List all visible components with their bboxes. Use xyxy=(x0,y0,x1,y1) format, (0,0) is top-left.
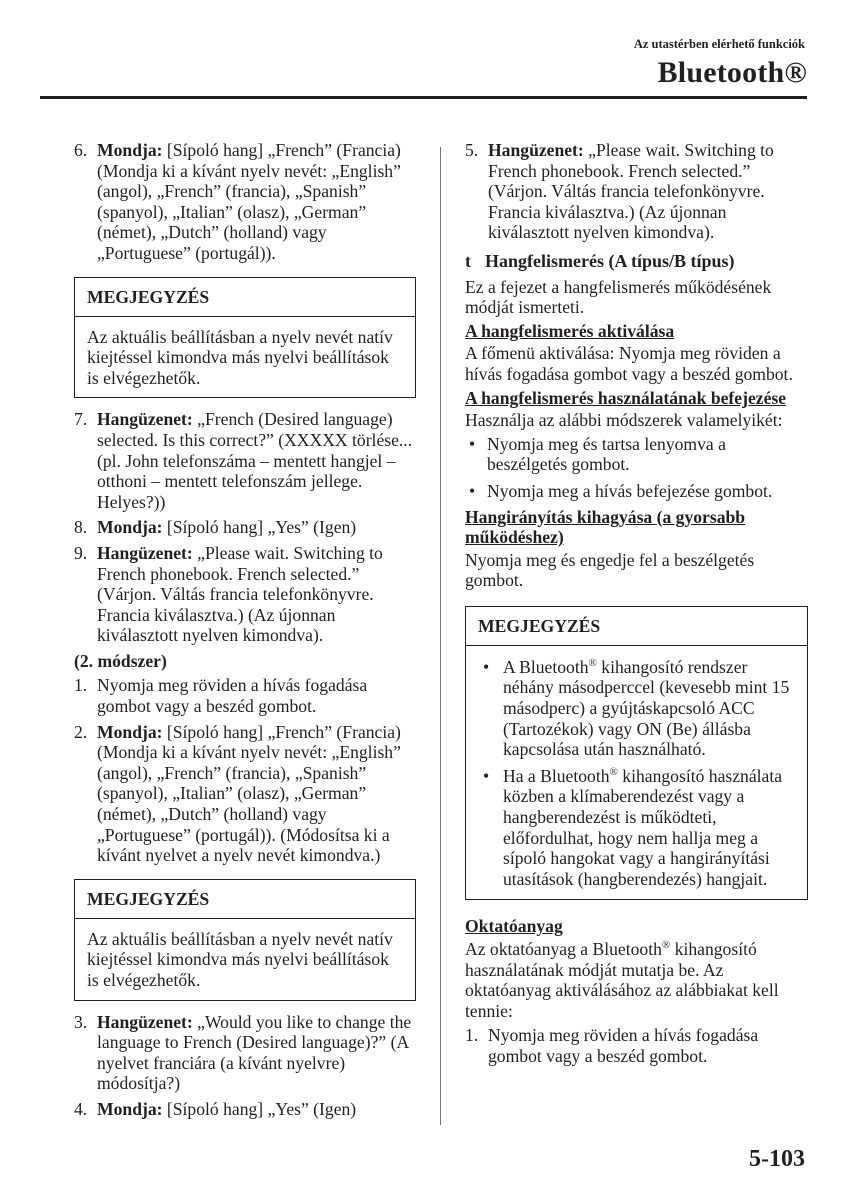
note-bullet xyxy=(478,766,795,890)
left-column xyxy=(74,140,416,1120)
section-intro: Ez a fejezet a hangfelismerés működésének módját ismerteti. xyxy=(465,276,772,318)
step-text: [Sípoló hang] „Yes” (Igen) xyxy=(162,1098,357,1119)
bullet-icon: • xyxy=(483,656,490,677)
step-text: „Please wait. Switching to French phonebook. French selected.” (Várjon. Váltás francia telefonkönyvre. Francia kiválasztva.) (Az újonnan kiválasztott nyelven kimondva). xyxy=(97,542,383,646)
note-title: MEGJEGYZÉS xyxy=(75,880,415,919)
note-bullet-text: kihangosító használata közben a klímaberendezést vagy a hangberendezést is működteti, előfordulhat, hogy nem hallja meg a sípoló hangokat vagy a hangirányítási utasítások (hangberendezés) hangjait. xyxy=(503,765,783,889)
step-number: 8. xyxy=(74,517,88,538)
note-title: MEGJEGYZÉS xyxy=(75,278,415,317)
step-label: Hangüzenet: xyxy=(97,1011,193,1032)
page-number: 5-103 xyxy=(749,1146,805,1172)
section-marker-icon: t xyxy=(465,250,471,271)
note-title: MEGJEGYZÉS xyxy=(466,607,807,646)
note-box xyxy=(74,879,416,1001)
note-box xyxy=(465,606,808,901)
bullet-icon: • xyxy=(483,765,490,786)
registered-mark: ® xyxy=(661,939,671,952)
section-title: Hangfelismerés (A típus/B típus) xyxy=(485,250,735,271)
note-bullet-text: A Bluetooth xyxy=(503,656,589,677)
subheading-finish: A hangfelismerés használatának befejezése xyxy=(465,387,787,408)
step-number: 3. xyxy=(74,1011,88,1032)
method-2-step-2 xyxy=(74,722,416,866)
tutorial-step-1 xyxy=(465,1025,808,1066)
subheading-skip: Hangirányítás kihagyása (a gyorsabb működéshez) xyxy=(465,506,746,548)
activate-text: A főmenü aktiválása: Nyomja meg röviden a hívás fogadása gombot vagy a beszéd gombot. xyxy=(465,343,793,384)
step-label: Hangüzenet: xyxy=(97,542,193,563)
note-text: Az aktuális beállításban a nyelv nevét natív kiejtéssel kimondva más nyelvi beállítások is elvégezhetők. xyxy=(87,326,393,388)
tutorial-text-part: kihangosító használatának módját mutatja be. Az oktatóanyag aktiválásához az alábbiakat kell tennie: xyxy=(465,939,779,1021)
page-title: Bluetooth® xyxy=(657,56,807,89)
method-2-step-4 xyxy=(74,1099,416,1120)
method-2-heading: (2. módszer) xyxy=(74,650,167,671)
skip-text: Nyomja meg és engedje fel a beszélgetés gombot. xyxy=(465,549,755,591)
subheading-activate: A hangfelismerés aktiválása xyxy=(465,320,675,341)
list-item-text: Nyomja meg és tartsa lenyomva a beszélgetés gombot. xyxy=(487,433,726,475)
step-text: Nyomja meg röviden a hívás fogadása gombot vagy a beszéd gombot. xyxy=(488,1025,759,1066)
step-label: Mondja: xyxy=(97,140,163,160)
note-bullet-text: Ha a Bluetooth xyxy=(503,765,610,786)
right-column xyxy=(465,140,808,1067)
step-text: [Sípoló hang] „French” (Francia) (Mondja ki a kívánt nyelv nevét: „English” (angol), „French” (francia), „Spanish” (spanyol), „Italian” (olasz), „German” (német), „Dutch” (holland) vagy „Portuguese” (portugál)). (Módosítsa ki a kívánt nyelvet a nyelv nevét kimondva.) xyxy=(97,721,401,866)
bullet-icon: • xyxy=(469,433,476,454)
step-text: [Sípoló hang] „French” (Francia) (Mondja ki a kívánt nyelv nevét: „English” (angol), „French” (francia), „Spanish” (spanyol), „Italian” (olasz), „German” (német), „Dutch” (holland) vagy „Portuguese” (portugál)). xyxy=(97,140,401,263)
step-number: 5. xyxy=(465,140,479,160)
step-number: 1. xyxy=(74,675,88,696)
step-7 xyxy=(74,409,416,512)
list-item-text: Nyomja meg a hívás befejezése gombot. xyxy=(487,480,773,501)
subheading-tutorial: Oktatóanyag xyxy=(465,916,563,937)
step-number: 9. xyxy=(74,542,88,563)
note-bullet xyxy=(478,657,795,760)
step-6 xyxy=(74,140,416,264)
step-number: 1. xyxy=(465,1025,479,1046)
note-text: Az aktuális beállításban a nyelv nevét natív kiejtéssel kimondva más nyelvi beállítások is elvégezhetők. xyxy=(87,928,393,990)
column-divider xyxy=(440,147,441,1125)
step-5 xyxy=(465,140,808,243)
bullet-icon: • xyxy=(469,480,476,501)
step-number: 2. xyxy=(74,721,88,742)
note-body xyxy=(466,646,807,900)
note-bullet-text: kihangosító rendszer néhány másodperccel (kevesebb mint 15 másodperc) a gyújtáskapcsoló ACC (Tartozékok) vagy ON (Be) állásba kapcsolása után használható. xyxy=(503,656,790,760)
method-2-step-1 xyxy=(74,675,416,716)
step-text: „French (Desired language) selected. Is this correct?” (XXXXX törlése... (pl. John telefonszáma – mentett hangjel – otthoni – mentett telefonszám jellege. Helyes?)) xyxy=(97,409,413,512)
note-box xyxy=(74,277,416,399)
step-8 xyxy=(74,517,416,538)
finish-intro: Használja az alábbi módszerek valamelyikét: xyxy=(465,410,783,431)
registered-mark: ® xyxy=(588,657,597,670)
step-9 xyxy=(74,543,416,646)
step-text: „Please wait. Switching to French phonebook. French selected.” (Várjon. Váltás francia telefonkönyvre. Francia kiválasztva.) (Az újonnan kiválasztott nyelven kimondva). xyxy=(488,140,774,243)
step-label: Mondja: xyxy=(97,517,163,538)
tutorial-text xyxy=(465,939,808,1021)
list-item xyxy=(465,434,808,475)
tutorial-text-part: Az oktatóanyag a Bluetooth xyxy=(465,939,662,959)
section-heading xyxy=(465,251,808,272)
step-label: Mondja: xyxy=(97,1098,163,1119)
step-number: 6. xyxy=(74,140,88,160)
header-rule xyxy=(40,96,807,99)
step-text: „Would you like to change the language to French (Desired language)?” (A nyelvet franciára (a kívánt nyelvre) módosítja?) xyxy=(97,1011,412,1094)
step-text: [Sípoló hang] „Yes” (Igen) xyxy=(162,517,357,538)
list-item xyxy=(465,481,808,502)
header-section-title: Az utastérben elérhető funkciók xyxy=(633,37,805,51)
method-2-step-3 xyxy=(74,1012,416,1094)
step-label: Hangüzenet: xyxy=(488,140,584,160)
step-number: 7. xyxy=(74,409,88,430)
registered-mark: ® xyxy=(609,765,618,778)
step-text: Nyomja meg röviden a hívás fogadása gombot vagy a beszéd gombot. xyxy=(97,675,368,717)
step-label: Hangüzenet: xyxy=(97,409,193,430)
step-label: Mondja: xyxy=(97,721,163,742)
step-number: 4. xyxy=(74,1098,88,1119)
